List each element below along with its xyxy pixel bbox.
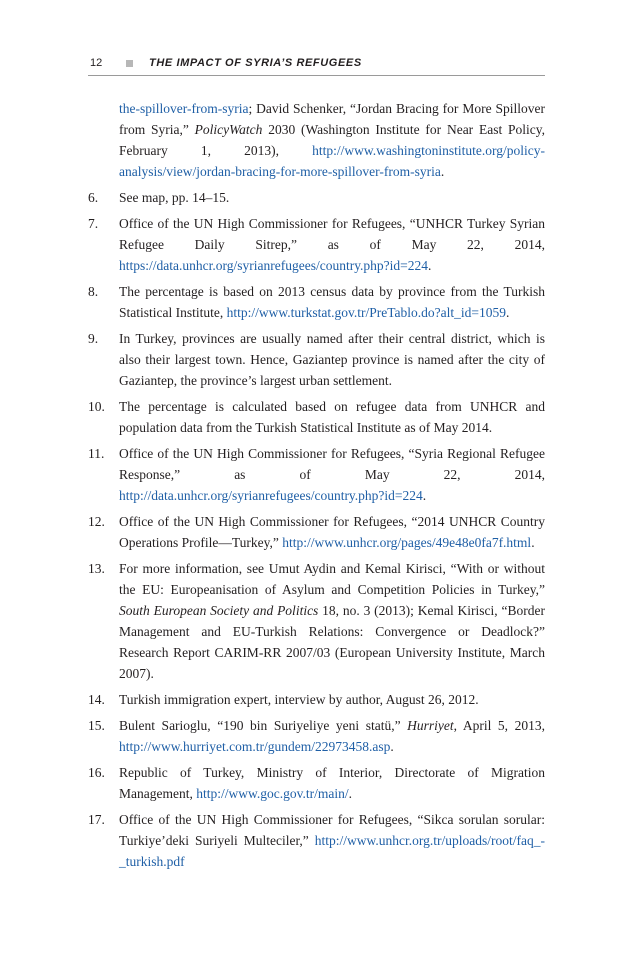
endnote-text: , April 5, 2013, (453, 718, 545, 733)
endnote-text: Office of the UN High Commissioner for Refugees, “Syria Regional Refugee Response,” as of May 22, 2014, (119, 446, 545, 482)
endnote-item (88, 511, 545, 553)
endnote-italic-title: South European Society and Politics (119, 603, 319, 618)
endnote-number: 6. (88, 190, 99, 205)
endnote-link[interactable]: http://www.goc.gov.tr/main/ (196, 786, 349, 801)
endnote-number: 12. (88, 514, 105, 529)
endnote-link[interactable]: http://www.washingtoninstitute.org/policy-analysis/view/jordan-bracing-for-more-spillover-from-syria (119, 143, 545, 179)
endnote-italic-title: Hurriyet (407, 718, 454, 733)
endnote-text: For more information, see Umut Aydin and Kemal Kirisci, “With or without the EU: Europeanisation of Asylum and Competition Policies in Turkey,” (119, 561, 545, 597)
endnote-text: Bulent Sarioglu, “190 bin Suriyeliye yeni statü,” (119, 718, 408, 733)
endnote-number: 16. (88, 765, 105, 780)
endnote-item (88, 98, 545, 182)
endnote-link[interactable]: http://www.turkstat.gov.tr/PreTablo.do?alt_id=1059 (226, 305, 507, 320)
endnote-number: 14. (88, 692, 105, 707)
endnote-item (88, 396, 545, 438)
endnote-text: See map, pp. 14–15. (119, 190, 230, 205)
endnote-text: . (531, 535, 535, 550)
endnote-number: 13. (88, 561, 105, 576)
endnote-text: ; David Schenker, “Jordan Bracing for More Spillover from Syria,” (119, 101, 545, 137)
endnote-item (88, 809, 545, 872)
endnote-link[interactable]: https://data.unhcr.org/syrianrefugees/country.php?id=224 (119, 258, 429, 273)
endnote-item (88, 213, 545, 276)
endnote-text: The percentage is calculated based on refugee data from UNHCR and population data from the Turkish Statistical Institute as of May 2014. (119, 399, 545, 435)
endnote-number: 17. (88, 812, 105, 827)
endnote-link[interactable]: the-spillover-from-syria (119, 101, 249, 116)
endnote-item (88, 762, 545, 804)
endnote-text: Republic of Turkey, Ministry of Interior, Directorate of Migration Management, (119, 765, 545, 801)
endnote-number: 11. (88, 446, 105, 461)
endnote-item (88, 558, 545, 684)
endnote-text: Office of the UN High Commissioner for Refugees, “UNHCR Turkey Syrian Refugee Daily Sitrep,” as of May 22, 2014, (119, 216, 545, 252)
endnote-link[interactable]: http://www.hurriyet.com.tr/gundem/22973458.asp (119, 739, 391, 754)
endnote-text: Office of the UN High Commissioner for Refugees, “Sikca sorulan sorular: Turkiye’deki Suriyeli Multeciler,” (119, 812, 545, 848)
endnote-text: . (506, 305, 510, 320)
endnote-item (88, 328, 545, 391)
endnote-link[interactable]: http://www.unhcr.org/pages/49e48e0fa7f.html (282, 535, 532, 550)
endnote-text: Turkish immigration expert, interview by author, August 26, 2012. (119, 692, 479, 707)
endnote-item (88, 443, 545, 506)
endnote-text: . (390, 739, 394, 754)
endnote-link[interactable]: http://data.unhcr.org/syrianrefugees/country.php?id=224 (119, 488, 423, 503)
endnote-text: Office of the UN High Commissioner for Refugees, “2014 UNHCR Country Operations Profile—Turkey,” (119, 514, 545, 550)
endnote-number: 7. (88, 216, 99, 231)
endnote-number: 8. (88, 284, 99, 299)
endnote-text: . (422, 488, 427, 503)
endnote-item (88, 281, 545, 323)
running-title: THE IMPACT OF SYRIA’S REFUGEES (149, 57, 362, 69)
page-number: 12 (90, 57, 103, 69)
running-header (90, 53, 545, 73)
endnote-item (88, 187, 545, 208)
endnotes-list (88, 98, 545, 877)
endnote-text: . (440, 164, 445, 179)
header-rule (88, 75, 545, 76)
endnote-text: 18, no. 3 (2013); Kemal Kirisci, “Border Management and EU-Turkish Relations: Convergence or Deadlock?” Research Report CARIM-RR 2007/03 (European University Institute, March 2007). (119, 603, 545, 681)
endnote-text: The percentage is based on 2013 census data by province from the Turkish Statistical Institute, (119, 284, 545, 320)
endnote-item (88, 689, 545, 710)
endnote-link[interactable]: http://www.unhcr.org.tr/uploads/root/faq_-_turkish.pdf (119, 833, 545, 869)
endnote-text: 2030 (Washington Institute for Near East Policy, February 1, 2013), (119, 122, 545, 158)
endnote-number: 10. (88, 399, 105, 414)
endnote-text: In Turkey, provinces are usually named after their central district, which is also their largest town. Hence, Gaziantep province is named after the city of Gaziantep, the province’s largest urban settlement. (119, 331, 545, 388)
endnote-text: . (348, 786, 352, 801)
endnote-item (88, 715, 545, 757)
endnote-text: . (428, 258, 432, 273)
endnote-number: 9. (88, 331, 99, 346)
endnote-number: 15. (88, 718, 105, 733)
header-square-bullet (126, 60, 133, 67)
endnote-italic-title: PolicyWatch (194, 122, 263, 137)
